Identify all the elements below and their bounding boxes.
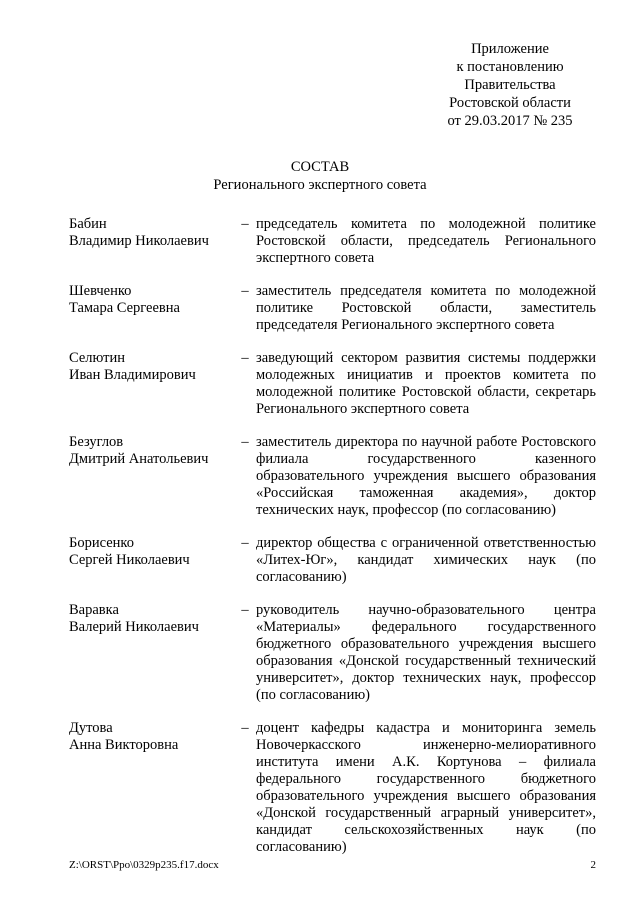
page-footer: [69, 858, 596, 872]
members-list: [69, 216, 596, 872]
member-role: директор общества с ограниченной ответственностью «Литех-Юг», кандидат химических наук (по согласованию): [256, 535, 596, 585]
member-given-names: Владимир Николаевич: [69, 233, 209, 249]
member-entry: [69, 434, 596, 519]
member-surname: Безуглов: [69, 434, 124, 450]
member-role: заместитель директора по научной работе Ростовского филиала государственного казенного образовательного учреждения высшего образования «Российская таможенная академия», доктор технических наук, профессор (по согласованию): [256, 434, 596, 518]
member-surname: Дутова: [69, 720, 113, 736]
member-entry: [69, 350, 596, 418]
member-surname: Борисенко: [69, 535, 134, 551]
member-given-names: Валерий Николаевич: [69, 619, 199, 635]
member-surname: Бабин: [69, 216, 107, 232]
dash-separator: –: [241, 720, 249, 736]
appendix-line: Ростовской области: [449, 95, 571, 111]
member-surname: Варавка: [69, 602, 119, 618]
file-path: Z:\ORST\Ppo\0329p235.f17.docx: [69, 859, 219, 871]
member-role: заведующий сектором развития системы поддержки молодежных инициатив и проектов комитета по молодежной политике Ростовской области, секретарь Регионального экспертного совета: [256, 350, 596, 417]
member-name: [69, 720, 234, 856]
member-role: руководитель научно-образовательного центра «Материалы» федерального государственного бюджетного образовательного учреждения высшего образования «Донской государственный технический университет», доктор технических наук, профессор (по согласованию): [256, 602, 596, 703]
member-given-names: Тамара Сергеевна: [69, 300, 180, 316]
dash-separator: –: [241, 434, 249, 450]
heading-block: [0, 158, 640, 194]
dash-separator: –: [241, 535, 249, 551]
member-given-names: Анна Викторовна: [69, 737, 179, 753]
member-entry: [69, 216, 596, 267]
dash-separator: –: [241, 602, 249, 618]
member-entry: [69, 602, 596, 704]
member-role: заместитель председателя комитета по молодежной политике Ростовской области, заместитель председателя Регионального экспертного совета: [256, 283, 596, 333]
appendix-line: от 29.03.2017 № 235: [447, 113, 573, 129]
member-role: председатель комитета по молодежной политике Ростовской области, председатель Регионального экспертного совета: [256, 216, 596, 266]
document-subtitle: Регионального экспертного совета: [213, 177, 427, 193]
page-number: 2: [590, 859, 596, 871]
member-name: [69, 602, 234, 704]
appendix-block: [420, 40, 600, 130]
member-name: [69, 216, 234, 267]
member-entry: [69, 283, 596, 334]
dash-separator: –: [241, 350, 249, 366]
document-title: СОСТАВ: [290, 159, 350, 175]
member-given-names: Дмитрий Анатольевич: [69, 451, 209, 467]
member-entry: [69, 535, 596, 586]
member-name: [69, 283, 234, 334]
member-given-names: Иван Владимирович: [69, 367, 196, 383]
member-role: доцент кафедры кадастра и мониторинга земель Новочеркасского инженерно-мелиоративного института имени А.К. Кортунова – филиала федерального государственного бюджетного образовательного учреждения высшего образования «Донской государственный аграрный университет», кандидат сельскохозяйственных наук (по согласованию): [256, 720, 596, 855]
member-given-names: Сергей Николаевич: [69, 552, 190, 568]
member-name: [69, 535, 234, 586]
appendix-line: Правительства: [464, 77, 556, 93]
member-name: [69, 434, 234, 519]
appendix-line: к постановлению: [456, 59, 564, 75]
member-surname: Шевченко: [69, 283, 132, 299]
dash-separator: –: [241, 216, 249, 232]
dash-separator: –: [241, 283, 249, 299]
appendix-line: Приложение: [471, 41, 549, 57]
member-entry: [69, 720, 596, 856]
member-name: [69, 350, 234, 418]
member-surname: Селютин: [69, 350, 126, 366]
